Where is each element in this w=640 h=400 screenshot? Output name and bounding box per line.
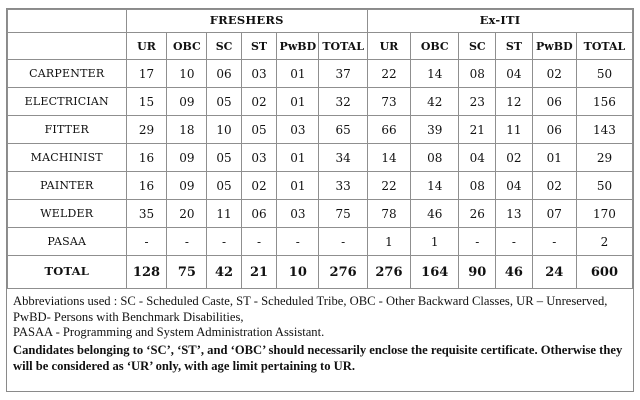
vacancy-cell: 46 bbox=[411, 200, 459, 228]
vacancy-cell: 06 bbox=[532, 88, 576, 116]
vacancy-cell: 29 bbox=[126, 116, 167, 144]
vacancy-cell: - bbox=[241, 228, 277, 256]
vacancy-cell: 75 bbox=[319, 200, 368, 228]
total-value-cell: 42 bbox=[207, 256, 241, 289]
vacancy-cell: 21 bbox=[459, 116, 496, 144]
vacancy-cell: 02 bbox=[241, 88, 277, 116]
vacancy-cell: 35 bbox=[126, 200, 167, 228]
vacancy-cell: - bbox=[207, 228, 241, 256]
vacancy-cell: 02 bbox=[496, 144, 533, 172]
vacancy-cell: 50 bbox=[576, 60, 632, 88]
vacancy-cell: 18 bbox=[167, 116, 207, 144]
vacancy-cell: 06 bbox=[532, 116, 576, 144]
column-header-ex-iti-total: TOTAL bbox=[576, 33, 632, 60]
trade-name-cell: ELECTRICIAN bbox=[8, 88, 127, 116]
vacancy-cell: 05 bbox=[241, 116, 277, 144]
vacancy-cell: 03 bbox=[241, 144, 277, 172]
vacancy-cell: 10 bbox=[167, 60, 207, 88]
vacancy-cell: 14 bbox=[411, 60, 459, 88]
total-value-cell: 276 bbox=[319, 256, 368, 289]
vacancy-cell: 05 bbox=[207, 172, 241, 200]
vacancy-cell: 09 bbox=[167, 144, 207, 172]
vacancy-cell: 06 bbox=[207, 60, 241, 88]
vacancy-cell: 50 bbox=[576, 172, 632, 200]
trade-name-cell: CARPENTER bbox=[8, 60, 127, 88]
vacancy-cell: 32 bbox=[319, 88, 368, 116]
vacancy-cell: 11 bbox=[207, 200, 241, 228]
vacancy-cell: 01 bbox=[277, 88, 319, 116]
vacancy-cell: - bbox=[277, 228, 319, 256]
certificate-warning: Candidates belonging to ‘SC’, ‘ST’, and ‘OBC’ should necessarily enclose the requisite certificate. Otherwise they will be considered as ‘UR’ only, with age limit pertaining to UR. bbox=[13, 342, 623, 373]
table-row-painter bbox=[8, 172, 633, 200]
vacancy-table bbox=[7, 9, 633, 289]
total-value-cell: 46 bbox=[496, 256, 533, 289]
vacancy-cell: 11 bbox=[496, 116, 533, 144]
vacancy-cell: - bbox=[319, 228, 368, 256]
vacancy-cell: 15 bbox=[126, 88, 167, 116]
table-row-total bbox=[8, 256, 633, 289]
table-row-fitter bbox=[8, 116, 633, 144]
vacancy-document bbox=[6, 8, 634, 392]
vacancy-cell: 42 bbox=[411, 88, 459, 116]
vacancy-cell: 37 bbox=[319, 60, 368, 88]
vacancy-cell: - bbox=[496, 228, 533, 256]
vacancy-cell: 23 bbox=[459, 88, 496, 116]
vacancy-cell: 2 bbox=[576, 228, 632, 256]
vacancy-cell: 03 bbox=[241, 60, 277, 88]
vacancy-cell: 12 bbox=[496, 88, 533, 116]
column-header-freshers-sc: SC bbox=[207, 33, 241, 60]
column-header-freshers-total: TOTAL bbox=[319, 33, 368, 60]
trade-header-cell bbox=[8, 33, 127, 60]
group-header-ex-iti: Ex-ITI bbox=[367, 10, 632, 33]
vacancy-cell: 08 bbox=[459, 60, 496, 88]
vacancy-cell: 01 bbox=[277, 60, 319, 88]
total-value-cell: 276 bbox=[367, 256, 410, 289]
column-header-ex-iti-ur: UR bbox=[367, 33, 410, 60]
vacancy-cell: 05 bbox=[207, 88, 241, 116]
vacancy-cell: 04 bbox=[459, 144, 496, 172]
abbreviations-note: Abbreviations used : SC - Scheduled Caste, ST - Scheduled Tribe, OBC - Other Backward Classes, UR – Unreserved, PwBD- Persons with Benchmark Disabilities, bbox=[13, 294, 608, 324]
total-value-cell: 75 bbox=[167, 256, 207, 289]
vacancy-cell: 08 bbox=[459, 172, 496, 200]
vacancy-cell: 05 bbox=[207, 144, 241, 172]
vacancy-cell: 66 bbox=[367, 116, 410, 144]
vacancy-cell: 04 bbox=[496, 172, 533, 200]
vacancy-cell: 02 bbox=[241, 172, 277, 200]
column-header-ex-iti-sc: SC bbox=[459, 33, 496, 60]
vacancy-cell: 08 bbox=[411, 144, 459, 172]
vacancy-cell: 22 bbox=[367, 60, 410, 88]
group-header-row bbox=[8, 10, 633, 33]
column-header-row bbox=[8, 33, 633, 60]
table-row-carpenter bbox=[8, 60, 633, 88]
vacancy-cell: 65 bbox=[319, 116, 368, 144]
vacancy-cell: 02 bbox=[532, 60, 576, 88]
vacancy-cell: 29 bbox=[576, 144, 632, 172]
notes-section bbox=[7, 289, 633, 375]
total-value-cell: 164 bbox=[411, 256, 459, 289]
vacancy-cell: 03 bbox=[277, 116, 319, 144]
table-row-electrician bbox=[8, 88, 633, 116]
vacancy-cell: 01 bbox=[277, 172, 319, 200]
column-header-freshers-pwbd: PwBD bbox=[277, 33, 319, 60]
vacancy-cell: 73 bbox=[367, 88, 410, 116]
column-header-freshers-obc: OBC bbox=[167, 33, 207, 60]
vacancy-cell: 1 bbox=[367, 228, 410, 256]
vacancy-cell: 170 bbox=[576, 200, 632, 228]
total-label-cell: TOTAL bbox=[8, 256, 127, 289]
vacancy-cell: 34 bbox=[319, 144, 368, 172]
column-header-ex-iti-st: ST bbox=[496, 33, 533, 60]
total-value-cell: 600 bbox=[576, 256, 632, 289]
vacancy-cell: 14 bbox=[411, 172, 459, 200]
vacancy-cell: 17 bbox=[126, 60, 167, 88]
trade-name-cell: MACHINIST bbox=[8, 144, 127, 172]
table-row-welder bbox=[8, 200, 633, 228]
trade-name-cell: PAINTER bbox=[8, 172, 127, 200]
total-value-cell: 128 bbox=[126, 256, 167, 289]
vacancy-cell: - bbox=[167, 228, 207, 256]
vacancy-cell: 16 bbox=[126, 144, 167, 172]
vacancy-cell: 156 bbox=[576, 88, 632, 116]
vacancy-cell: 01 bbox=[277, 144, 319, 172]
vacancy-cell: 09 bbox=[167, 172, 207, 200]
vacancy-cell: 20 bbox=[167, 200, 207, 228]
vacancy-cell: 22 bbox=[367, 172, 410, 200]
vacancy-cell: - bbox=[459, 228, 496, 256]
vacancy-cell: 06 bbox=[241, 200, 277, 228]
total-value-cell: 21 bbox=[241, 256, 277, 289]
column-header-ex-iti-pwbd: PwBD bbox=[532, 33, 576, 60]
vacancy-cell: 09 bbox=[167, 88, 207, 116]
total-value-cell: 10 bbox=[277, 256, 319, 289]
vacancy-cell: - bbox=[126, 228, 167, 256]
column-header-freshers-st: ST bbox=[241, 33, 277, 60]
vacancy-cell: 33 bbox=[319, 172, 368, 200]
total-value-cell: 90 bbox=[459, 256, 496, 289]
table-row-pasaa bbox=[8, 228, 633, 256]
vacancy-cell: 143 bbox=[576, 116, 632, 144]
vacancy-cell: 14 bbox=[367, 144, 410, 172]
vacancy-cell: 78 bbox=[367, 200, 410, 228]
total-value-cell: 24 bbox=[532, 256, 576, 289]
pasaa-note: PASAA - Programming and System Administration Assistant. bbox=[13, 325, 325, 339]
column-header-ex-iti-obc: OBC bbox=[411, 33, 459, 60]
vacancy-cell: 04 bbox=[496, 60, 533, 88]
column-header-freshers-ur: UR bbox=[126, 33, 167, 60]
corner-cell bbox=[8, 10, 127, 33]
vacancy-cell: 16 bbox=[126, 172, 167, 200]
vacancy-cell: 03 bbox=[277, 200, 319, 228]
vacancy-cell: 07 bbox=[532, 200, 576, 228]
vacancy-cell: 10 bbox=[207, 116, 241, 144]
trade-name-cell: WELDER bbox=[8, 200, 127, 228]
vacancy-cell: 39 bbox=[411, 116, 459, 144]
vacancy-cell: - bbox=[532, 228, 576, 256]
trade-name-cell: PASAA bbox=[8, 228, 127, 256]
vacancy-cell: 01 bbox=[532, 144, 576, 172]
vacancy-cell: 13 bbox=[496, 200, 533, 228]
vacancy-cell: 26 bbox=[459, 200, 496, 228]
vacancy-cell: 1 bbox=[411, 228, 459, 256]
trade-name-cell: FITTER bbox=[8, 116, 127, 144]
vacancy-cell: 02 bbox=[532, 172, 576, 200]
table-row-machinist bbox=[8, 144, 633, 172]
group-header-freshers: FRESHERS bbox=[126, 10, 367, 33]
